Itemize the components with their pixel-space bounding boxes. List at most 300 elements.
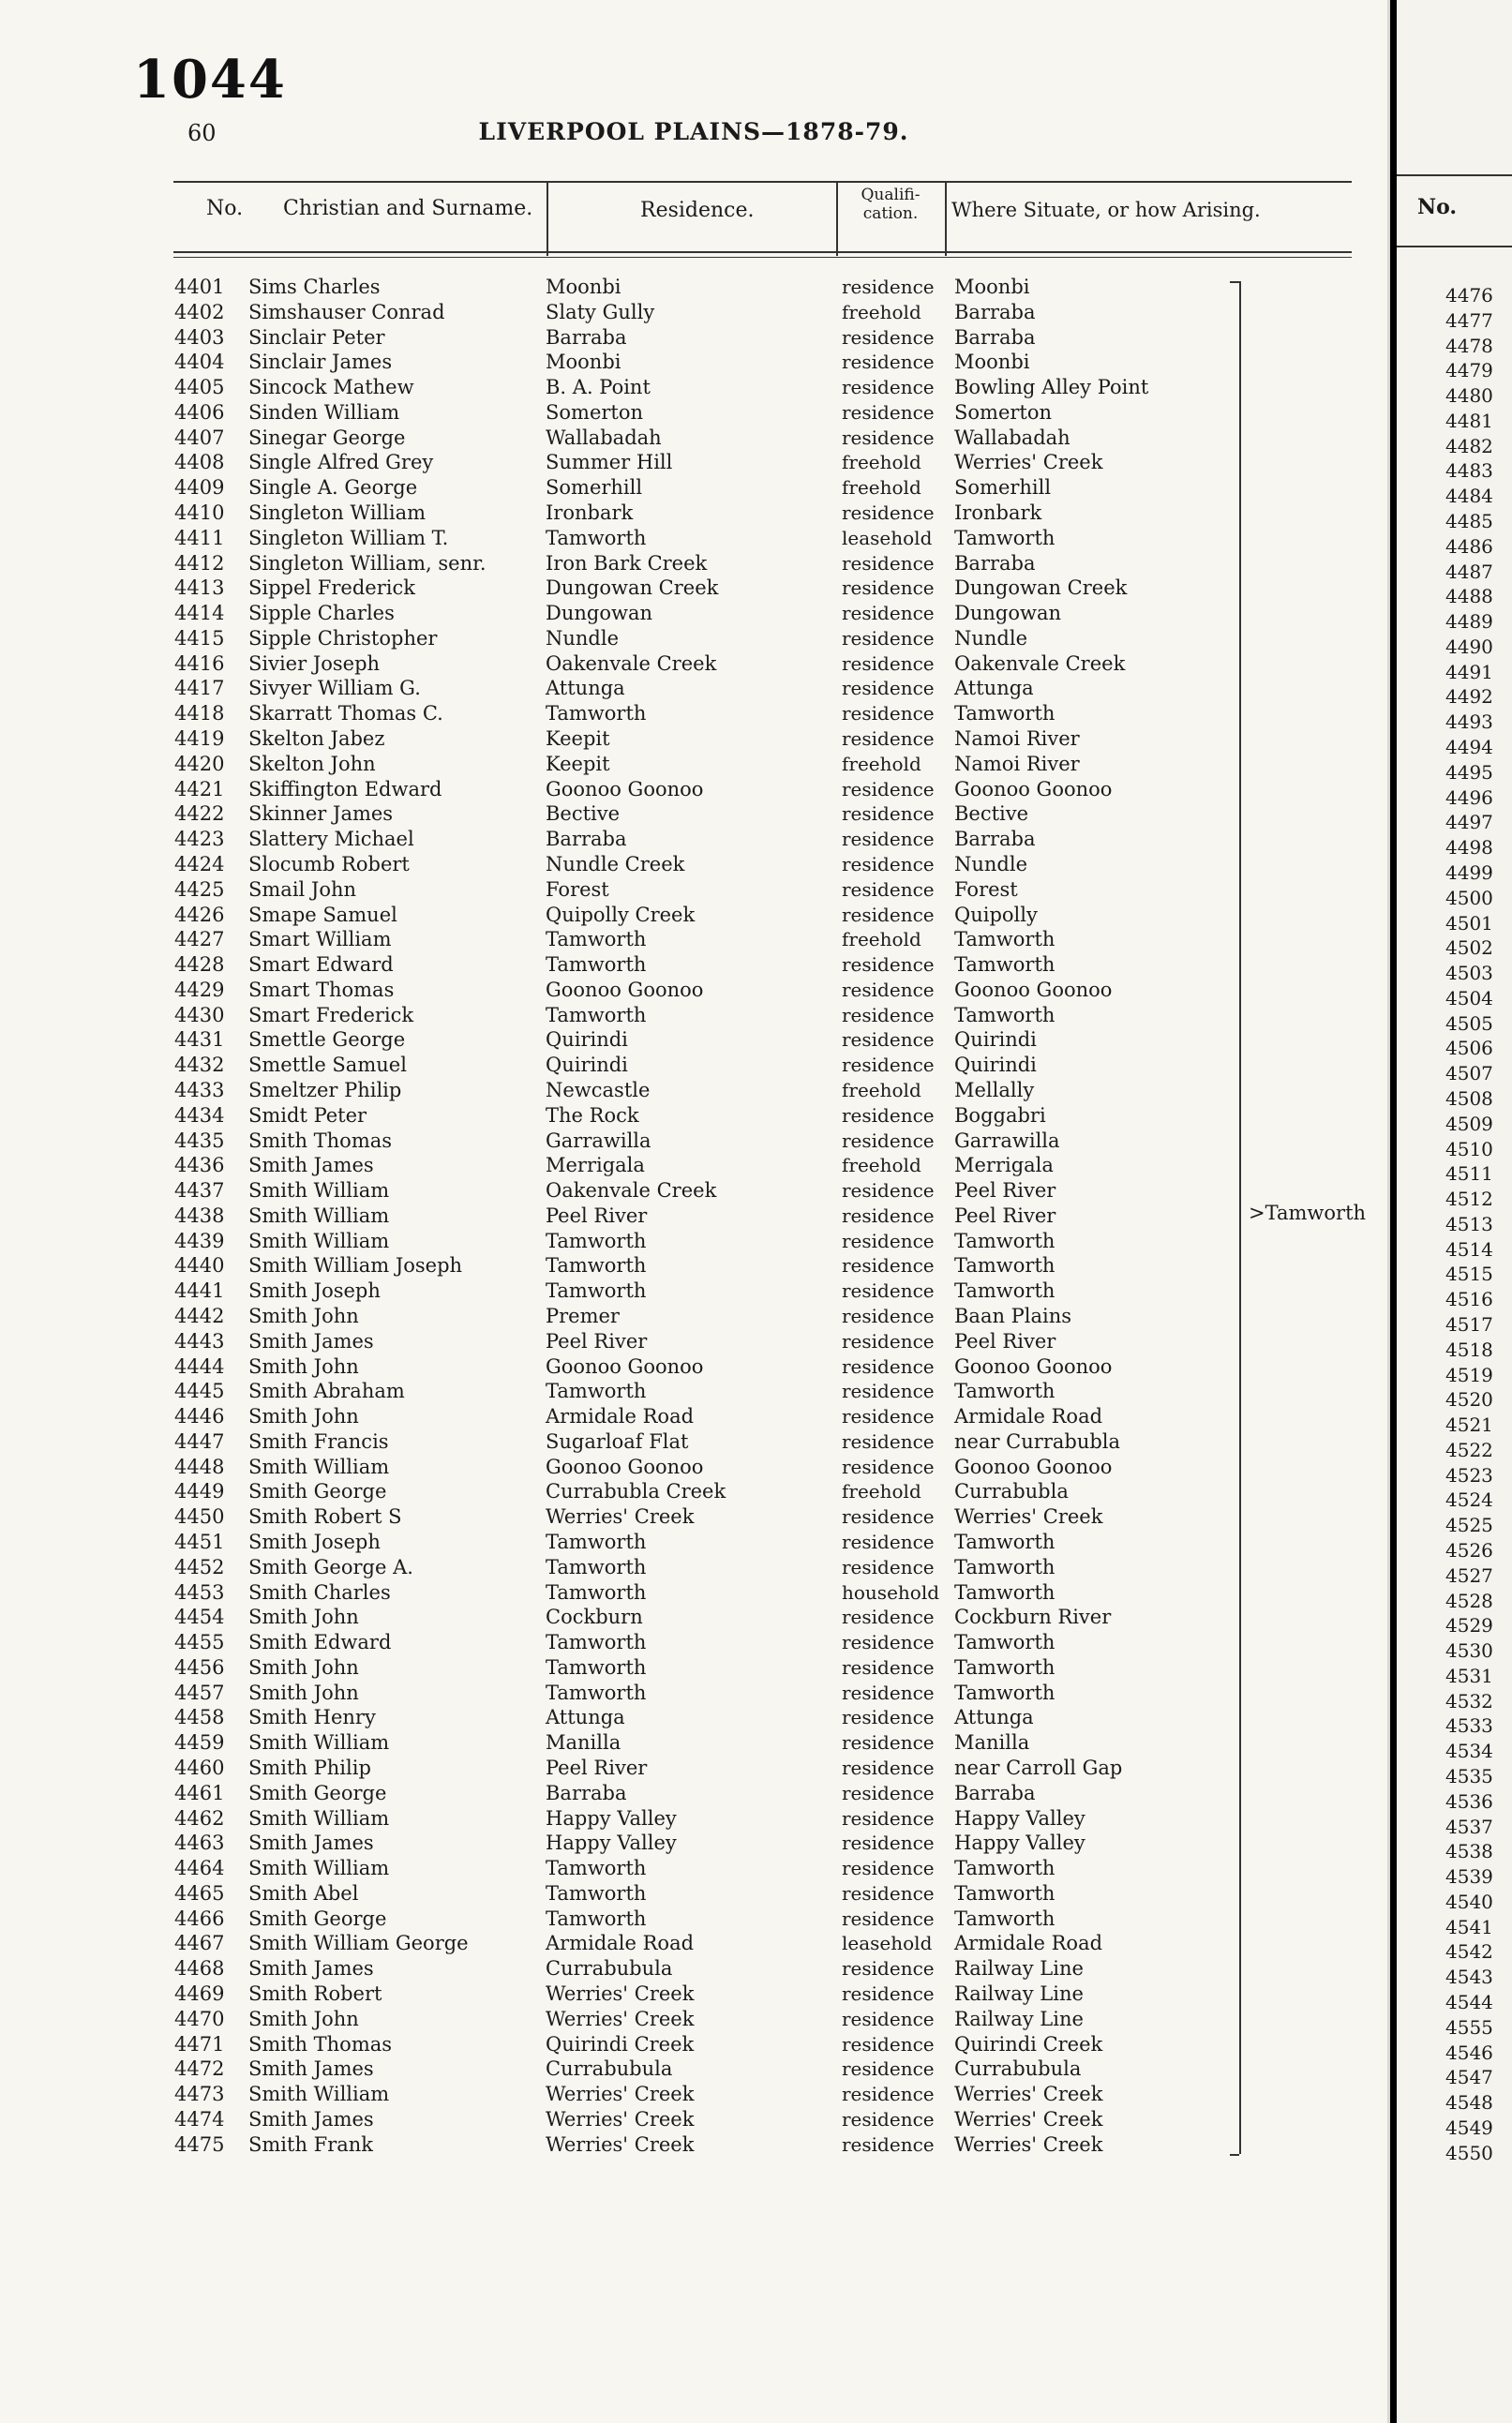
np-entry-number: 4495 [1445, 760, 1493, 784]
elector-name: Smith James [248, 1329, 374, 1353]
table-row [0, 1931, 1378, 1956]
residence-cell: Wallabadah [546, 426, 662, 449]
residence-cell: Werries' Creek [546, 1505, 695, 1529]
np-entry-number: 4531 [1445, 1664, 1493, 1687]
table-row [0, 726, 1378, 752]
qualification-cell: residence [842, 1832, 935, 1855]
entry-number: 4469 [174, 1982, 225, 2006]
entry-number: 4451 [174, 1531, 225, 1553]
residence-cell: Tamworth [546, 928, 647, 951]
where-situate-cell: Armidale Road [954, 1932, 1103, 1955]
where-situate-cell: Tamworth [954, 1229, 1055, 1252]
where-situate-cell: Moonbi [954, 351, 1030, 374]
entry-number: 4426 [174, 903, 225, 926]
table-row [0, 551, 1378, 576]
residence-cell: Tamworth [546, 1279, 647, 1303]
qualification-cell: residence [842, 2007, 935, 2030]
table-row [0, 1153, 1378, 1178]
np-entry-number: 4524 [1445, 1488, 1493, 1512]
residence-cell: Armidale Road [546, 1932, 695, 1955]
elector-name: Smart William [248, 928, 392, 951]
qualification-cell: freehold [842, 1154, 921, 1177]
entry-number: 4464 [174, 1857, 225, 1880]
table-row [0, 651, 1378, 677]
np-entry-number: 4491 [1445, 660, 1493, 683]
residence-cell: Happy Valley [546, 1806, 677, 1830]
where-situate-cell: Happy Valley [954, 1806, 1085, 1830]
where-situate-cell: Tamworth [954, 1631, 1055, 1654]
residence-cell: B. A. Point [546, 376, 651, 399]
qualification-cell: residence [842, 1531, 935, 1553]
entry-number: 4445 [174, 1380, 225, 1403]
table-row [0, 701, 1378, 726]
qualification-cell: freehold [842, 752, 921, 775]
np-entry-number: 4502 [1445, 936, 1493, 960]
residence-cell: Manilla [546, 1731, 621, 1755]
np-entry-number: 4509 [1445, 1112, 1493, 1135]
residence-cell: Summer Hill [546, 451, 673, 474]
where-situate-cell: Forest [954, 877, 1018, 901]
where-situate-cell: Happy Valley [954, 1832, 1085, 1855]
where-situate-cell: Manilla [954, 1731, 1030, 1755]
where-situate-cell: near Carroll Gap [954, 1757, 1123, 1780]
elector-name: Sincock Mathew [248, 376, 414, 399]
np-header-top-rule [1397, 174, 1512, 176]
qualification-cell: residence [842, 1229, 935, 1252]
table-row [0, 1003, 1378, 1028]
entry-number: 4428 [174, 953, 225, 977]
np-entry-number: 4536 [1445, 1789, 1493, 1813]
entry-number: 4446 [174, 1405, 225, 1428]
np-entry-number: 4519 [1445, 1363, 1493, 1386]
np-entry-number: 4544 [1445, 1991, 1493, 2014]
where-situate-cell: Quipolly [954, 903, 1038, 926]
entry-number: 4450 [174, 1505, 225, 1529]
np-entry-number: 4541 [1445, 1915, 1493, 1938]
where-situate-cell: Goonoo Goonoo [954, 1455, 1113, 1478]
table-row [0, 1655, 1378, 1681]
qualification-cell: residence [842, 501, 935, 525]
entry-number: 4413 [174, 576, 225, 600]
elector-name: Singleton William [248, 501, 427, 525]
np-entry-number: 4510 [1445, 1137, 1493, 1160]
entry-number: 4458 [174, 1706, 225, 1729]
residence-cell: Currabubula [546, 2057, 673, 2081]
residence-cell: Attunga [546, 1706, 625, 1729]
where-situate-cell: Namoi River [954, 727, 1080, 751]
residence-cell: Tamworth [546, 1229, 647, 1252]
elector-name: Smart Thomas [248, 978, 395, 1001]
np-entry-number: 4483 [1445, 459, 1493, 483]
table-row [0, 450, 1378, 475]
residence-cell: Barraba [546, 325, 627, 349]
residence-cell: Currabubla Creek [546, 1480, 726, 1503]
header-bottom-rule [173, 251, 1352, 253]
qualification-cell: residence [842, 2032, 935, 2056]
table-row [0, 927, 1378, 952]
bracket-line [1239, 281, 1241, 2154]
table-row [0, 1204, 1378, 1229]
qualification-cell: residence [842, 2107, 935, 2131]
entry-number: 4420 [174, 752, 225, 775]
elector-name: Slattery Michael [248, 828, 414, 851]
entry-number: 4447 [174, 1429, 225, 1453]
residence-cell: Dungowan [546, 602, 652, 625]
qualification-cell: residence [842, 1279, 935, 1303]
where-situate-cell: Werries' Creek [954, 2083, 1103, 2106]
where-situate-cell: Dungowan Creek [954, 576, 1128, 600]
elector-name: Smape Samuel [248, 903, 397, 926]
qualification-cell: residence [842, 903, 935, 926]
residence-cell: Armidale Road [546, 1405, 695, 1428]
table-row [0, 903, 1378, 928]
residence-cell: Somerhill [546, 476, 643, 500]
elector-name: Smith Joseph [248, 1279, 381, 1303]
table-row [0, 1053, 1378, 1078]
np-header-bottom-rule [1397, 246, 1512, 247]
entry-number: 4433 [174, 1078, 225, 1101]
np-entry-number: 4504 [1445, 986, 1493, 1010]
bracket-label-text: Tamworth [1265, 1202, 1367, 1224]
qualification-cell: freehold [842, 451, 921, 474]
elector-name: Skarratt Thomas C. [248, 702, 443, 725]
entry-number: 4455 [174, 1631, 225, 1654]
entry-number: 4410 [174, 501, 225, 525]
elector-name: Smith John [248, 1681, 359, 1704]
elector-name: Smith Frank [248, 2132, 374, 2156]
table-row [0, 1605, 1378, 1630]
elector-name: Smettle George [248, 1028, 406, 1052]
residence-cell: Bective [546, 802, 621, 826]
entry-number: 4429 [174, 978, 225, 1001]
table-row [0, 1329, 1378, 1354]
qualification-cell: residence [842, 677, 935, 700]
entry-number: 4463 [174, 1832, 225, 1855]
entry-number: 4466 [174, 1907, 225, 1930]
entry-number: 4460 [174, 1757, 225, 1780]
header-residence: Residence. [640, 199, 755, 222]
where-situate-cell: Werries' Creek [954, 1505, 1103, 1529]
residence-cell: Tamworth [546, 1380, 647, 1403]
elector-name: Smith George [248, 1781, 387, 1804]
table-row [0, 1630, 1378, 1655]
qualification-cell: residence [842, 1179, 935, 1203]
table-row [0, 2057, 1378, 2082]
table-row [0, 526, 1378, 551]
where-situate-cell: Namoi River [954, 752, 1080, 775]
table-row [0, 300, 1378, 325]
where-situate-cell: near Currabubla [954, 1429, 1121, 1453]
entry-number: 4411 [174, 526, 225, 549]
np-entry-number: 4494 [1445, 736, 1493, 759]
entry-number: 4470 [174, 2007, 225, 2030]
residence-cell: Werries' Creek [546, 2083, 695, 2106]
entry-number: 4414 [174, 602, 225, 625]
elector-name: Smith George [248, 1907, 387, 1930]
np-entry-number: 4516 [1445, 1288, 1493, 1311]
qualification-cell: residence [842, 828, 935, 851]
where-situate-cell: Quirindi Creek [954, 2032, 1103, 2056]
np-entry-number: 4512 [1445, 1188, 1493, 1211]
qualification-cell: residence [842, 1380, 935, 1403]
np-entry-number: 4514 [1445, 1237, 1493, 1261]
elector-name: Single Alfred Grey [248, 451, 434, 474]
entry-number: 4417 [174, 677, 225, 700]
entry-number: 4473 [174, 2083, 225, 2106]
elector-name: Smith John [248, 1606, 359, 1629]
qualification-cell: residence [842, 351, 935, 374]
qualification-cell: residence [842, 2083, 935, 2106]
elector-name: Smith Charles [248, 1580, 391, 1604]
where-situate-cell: Dungowan [954, 602, 1061, 625]
residence-cell: Slaty Gully [546, 300, 655, 323]
elector-name: Smart Edward [248, 953, 394, 977]
qualification-cell: residence [842, 978, 935, 1001]
np-entry-number: 4543 [1445, 1966, 1493, 1989]
elector-name: Smith William [248, 1204, 390, 1227]
np-entry-number: 4489 [1445, 610, 1493, 634]
entry-number: 4423 [174, 828, 225, 851]
table-row [0, 1304, 1378, 1329]
table-row [0, 2082, 1378, 2107]
qualification-cell: residence [842, 1631, 935, 1654]
qualification-cell: residence [842, 551, 935, 575]
np-entry-number: 4550 [1445, 2141, 1493, 2164]
residence-cell: Tamworth [546, 1655, 647, 1679]
entry-number: 4402 [174, 300, 225, 323]
page-title: LIVERPOOL PLAINS—1878-79. [478, 118, 909, 145]
entry-number: 4427 [174, 928, 225, 951]
table-row [0, 2132, 1378, 2158]
where-situate-cell: Tamworth [954, 702, 1055, 725]
np-entry-number: 4486 [1445, 534, 1493, 558]
entry-number: 4452 [174, 1555, 225, 1578]
residence-cell: Premer [546, 1304, 620, 1327]
elector-name: Smith James [248, 2057, 374, 2081]
table-row [0, 1881, 1378, 1907]
table-row [0, 1354, 1378, 1380]
table-row [0, 475, 1378, 501]
where-situate-cell: Baan Plains [954, 1304, 1072, 1327]
where-situate-cell: Somerhill [954, 476, 1052, 500]
where-situate-cell: Tamworth [954, 1580, 1055, 1604]
residence-cell: Quirindi [546, 1054, 628, 1077]
table-row [0, 801, 1378, 827]
entry-number: 4467 [174, 1932, 225, 1955]
header-where: Where Situate, or how Arising. [951, 199, 1261, 221]
residence-cell: Oakenvale Creek [546, 1179, 717, 1203]
np-entry-number: 4549 [1445, 2116, 1493, 2139]
header-bottom-rule-2 [173, 257, 1352, 258]
residence-cell: Goonoo Goonoo [546, 978, 704, 1001]
residence-cell: Quirindi Creek [546, 2032, 695, 2056]
residence-cell: Werries' Creek [546, 2132, 695, 2156]
residence-cell: Tamworth [546, 1857, 647, 1880]
entry-number: 4408 [174, 451, 225, 474]
where-situate-cell: Bowling Alley Point [954, 376, 1149, 399]
qualification-cell: residence [842, 1781, 935, 1804]
qualification-cell: residence [842, 651, 935, 675]
elector-name: Skinner James [248, 802, 394, 826]
entry-number: 4472 [174, 2057, 225, 2081]
qualification-cell: leasehold [842, 1932, 933, 1955]
where-situate-cell: Oakenvale Creek [954, 651, 1126, 675]
where-situate-cell: Boggabri [954, 1103, 1046, 1127]
adjacent-page-edge [1397, 0, 1512, 2423]
residence-cell: The Rock [546, 1103, 639, 1127]
np-entry-number: 4479 [1445, 359, 1493, 382]
np-entry-number: 4513 [1445, 1212, 1493, 1235]
table-row [0, 325, 1378, 351]
elector-name: Smith James [248, 1154, 374, 1177]
residence-cell: Sugarloaf Flat [546, 1429, 689, 1453]
table-row [0, 852, 1378, 877]
np-entry-number: 4501 [1445, 911, 1493, 935]
elector-name: Smith Abraham [248, 1380, 405, 1403]
residence-cell: Nundle Creek [546, 852, 685, 875]
qualification-cell: residence [842, 1757, 935, 1780]
np-entry-number: 4540 [1445, 1890, 1493, 1913]
qualification-cell: residence [842, 1982, 935, 2006]
where-situate-cell: Currabubula [954, 2057, 1082, 2081]
elector-name: Skelton Jabez [248, 727, 385, 751]
table-row [0, 626, 1378, 651]
np-entry-number: 4518 [1445, 1338, 1493, 1361]
entry-number: 4462 [174, 1806, 225, 1830]
np-entry-number: 4542 [1445, 1940, 1493, 1964]
elector-name: Sinegar George [248, 426, 406, 449]
qualification-cell: residence [842, 1304, 935, 1327]
elector-name: Smith William [248, 1455, 390, 1478]
where-situate-cell: Quirindi [954, 1054, 1037, 1077]
table-row [0, 1730, 1378, 1756]
where-situate-cell: Tamworth [954, 928, 1055, 951]
np-entry-number: 4529 [1445, 1614, 1493, 1638]
elector-name: Sippel Frederick [248, 576, 415, 600]
table-row [0, 1229, 1378, 1254]
elector-name: Smith William [248, 1179, 390, 1203]
entry-number: 4412 [174, 551, 225, 575]
entry-number: 4421 [174, 777, 225, 800]
table-row [0, 1504, 1378, 1530]
where-situate-cell: Peel River [954, 1204, 1056, 1227]
where-situate-cell: Tamworth [954, 1857, 1055, 1880]
elector-name: Smith William [248, 2083, 390, 2106]
where-situate-cell: Bective [954, 802, 1029, 826]
elector-name: Smith Philip [248, 1757, 371, 1780]
entry-number: 4454 [174, 1606, 225, 1629]
table-row [0, 2107, 1378, 2132]
table-row [0, 1429, 1378, 1455]
qualification-cell: residence [842, 852, 935, 875]
np-entry-number: 4539 [1445, 1865, 1493, 1889]
qualification-cell: residence [842, 1103, 935, 1127]
where-situate-cell: Tamworth [954, 1655, 1055, 1679]
elector-name: Smith William Joseph [248, 1254, 463, 1278]
residence-cell: Dungowan Creek [546, 576, 719, 600]
residence-cell: Ironbark [546, 501, 634, 525]
elector-name: Smith Joseph [248, 1531, 381, 1553]
np-entry-number: 4492 [1445, 685, 1493, 709]
residence-cell: Werries' Creek [546, 1982, 695, 2006]
page-number: 60 [187, 120, 217, 146]
table-row [0, 1027, 1378, 1053]
entry-number: 4416 [174, 651, 225, 675]
bracket-top-arm [1230, 281, 1239, 283]
col-divider-qualification [836, 181, 838, 256]
qualification-cell: residence [842, 953, 935, 977]
table-row [0, 877, 1378, 903]
elector-name: Smith John [248, 2007, 359, 2030]
elector-name: Smith James [248, 2107, 374, 2131]
header-name: Christian and Surname. [283, 197, 533, 220]
np-entry-number: 4490 [1445, 635, 1493, 658]
table-row [0, 1580, 1378, 1606]
elector-name: Skelton John [248, 752, 376, 775]
residence-cell: Tamworth [546, 1681, 647, 1704]
np-entry-number: 4555 [1445, 2015, 1493, 2039]
np-entry-number: 4526 [1445, 1539, 1493, 1562]
qualification-cell: residence [842, 2132, 935, 2156]
elector-name: Smeltzer Philip [248, 1078, 402, 1101]
elector-name: Sipple Charles [248, 602, 395, 625]
np-entry-number: 4505 [1445, 1011, 1493, 1035]
residence-cell: Tamworth [546, 1555, 647, 1578]
entry-number: 4441 [174, 1279, 225, 1303]
residence-cell: Attunga [546, 677, 625, 700]
residence-cell: Goonoo Goonoo [546, 777, 704, 800]
table-row [0, 1907, 1378, 1932]
np-entry-number: 4507 [1445, 1062, 1493, 1085]
qualification-cell: residence [842, 1606, 935, 1629]
qualification-cell: residence [842, 1254, 935, 1278]
table-row [0, 1982, 1378, 2007]
qualification-cell: residence [842, 1907, 935, 1930]
elector-name: Smith Francis [248, 1429, 389, 1453]
table-row [0, 676, 1378, 701]
where-situate-cell: Attunga [954, 1706, 1034, 1729]
entry-number: 4422 [174, 802, 225, 826]
where-situate-cell: Tamworth [954, 526, 1055, 549]
np-entry-number: 4478 [1445, 334, 1493, 357]
table-row [0, 752, 1378, 777]
qualification-cell: residence [842, 1681, 935, 1704]
elector-name: Smith James [248, 1832, 374, 1855]
elector-name: Smith George A. [248, 1555, 413, 1578]
qualification-cell: residence [842, 1881, 935, 1905]
np-entry-number: 4487 [1445, 560, 1493, 583]
where-situate-cell: Merrigala [954, 1154, 1054, 1177]
np-entry-number: 4532 [1445, 1689, 1493, 1713]
entry-number: 4403 [174, 325, 225, 349]
where-situate-cell: Goonoo Goonoo [954, 1354, 1113, 1378]
entry-number: 4459 [174, 1731, 225, 1755]
where-situate-cell: Mellally [954, 1078, 1035, 1101]
folio-stamp: 1044 [133, 49, 287, 111]
entry-number: 4425 [174, 877, 225, 901]
residence-cell: Keepit [546, 727, 610, 751]
residence-cell: Currabubula [546, 1957, 673, 1981]
where-situate-cell: Werries' Creek [954, 2107, 1103, 2131]
residence-cell: Newcastle [546, 1078, 651, 1101]
entry-number: 4404 [174, 351, 225, 374]
where-situate-cell: Garrawilla [954, 1129, 1060, 1152]
entry-number: 4424 [174, 852, 225, 875]
entry-number: 4432 [174, 1054, 225, 1077]
np-entry-number: 4499 [1445, 860, 1493, 884]
residence-cell: Somerton [546, 400, 644, 424]
residence-cell: Happy Valley [546, 1832, 677, 1855]
